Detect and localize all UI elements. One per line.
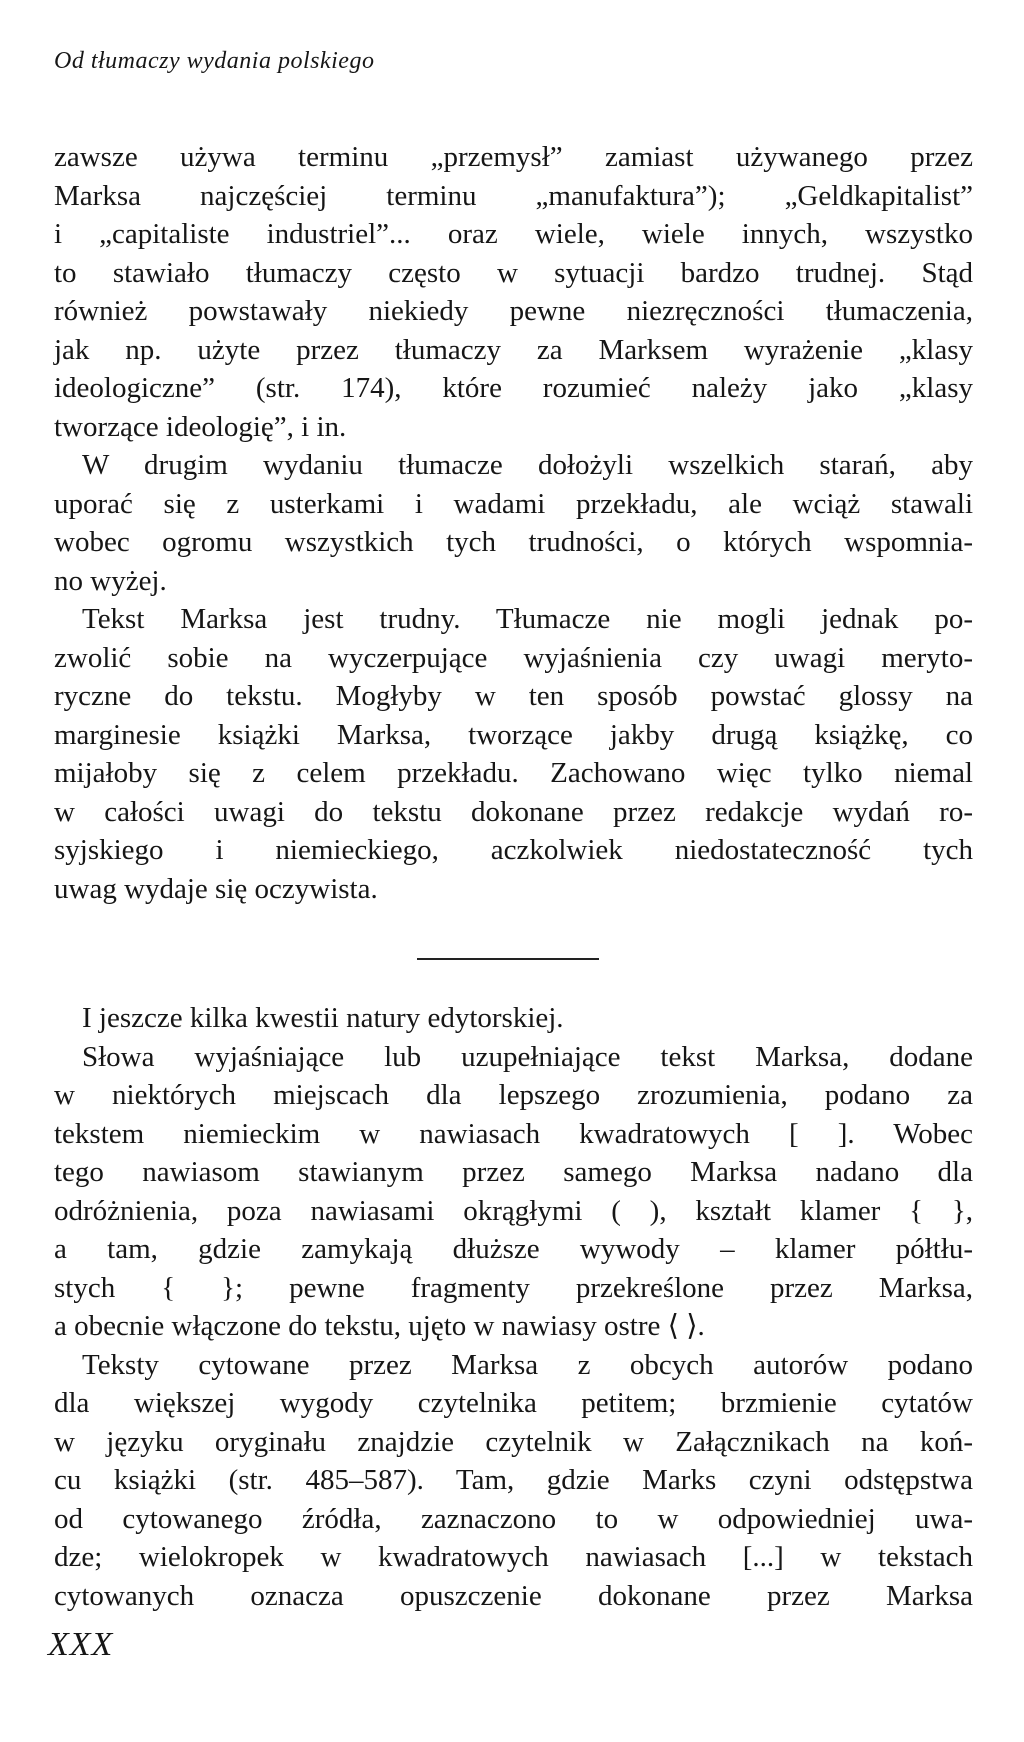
text-line: i „capitaliste industriel”... oraz wiele, wiele innych, wszystko — [54, 218, 973, 250]
text-line: uporać się z usterkami i wadami przekładu, ale wciąż stawali — [54, 487, 973, 520]
text-line: od cytowanego źródła, zaznaczono to w odpowiedniej uwa- — [54, 1502, 973, 1535]
text-line: dla większej wygody czytelnika petitem; brzmienie cytatów — [54, 1387, 973, 1419]
text-line: syjskiego i niemieckiego, aczkolwiek niedostateczność tych — [54, 834, 973, 866]
text-line: ryczne do tekstu. Mogłyby w ten sposób powstać glossy na — [54, 680, 973, 712]
text-line: W drugim wydaniu tłumacze dołożyli wszelkich starań, aby — [82, 449, 973, 481]
text-line: w niektórych miejscach dla lepszego zrozumienia, podano za — [54, 1079, 973, 1111]
text-line: również powstawały niekiedy pewne niezręczności tłumaczenia, — [54, 295, 973, 327]
text-line: I jeszcze kilka kwestii natury edytorskiej. — [82, 1002, 564, 1034]
running-header: Od tłumaczy wydania polskiego — [54, 48, 375, 74]
text-line: uwag wydaje się oczywista. — [54, 872, 378, 905]
text-line: w języku oryginału znajdzie czytelnik w Załącznikach na koń- — [54, 1425, 973, 1458]
text-line: cu książki (str. 485–587). Tam, gdzie Marks czyni odstępstwa — [54, 1464, 973, 1496]
text-line: tworzące ideologię”, i in. — [54, 410, 347, 443]
text-line: Teksty cytowane przez Marksa z obcych autorów podano — [82, 1348, 973, 1381]
text-line: jak np. użyte przez tłumaczy za Marksem wyrażenie „klasy — [54, 333, 973, 366]
text-line: Tekst Marksa jest trudny. Tłumacze nie mogli jednak po- — [82, 603, 973, 635]
text-line: tekstem niemieckim w nawiasach kwadratowych [ ]. Wobec — [54, 1117, 973, 1150]
text-line: Marksa najczęściej terminu „manufaktura”); „Geldkapitalist” — [54, 179, 973, 212]
text-block-lower — [54, 999, 973, 1615]
text-line: mijałoby się z celem przekładu. Zachowano więc tylko niemal — [54, 757, 973, 789]
text-line: a obecnie włączone do tekstu, ujęto w nawiasy ostre ⟨ ⟩. — [54, 1310, 705, 1342]
text-line: ideologiczne” (str. 174), które rozumieć należy jako „klasy — [54, 372, 973, 404]
text-line: stych { }; pewne fragmenty przekreślone przez Marksa, — [54, 1271, 973, 1304]
section-divider — [417, 958, 599, 960]
text-line: odróżnienia, poza nawiasami okrągłymi ( ), kształt klamer { }, — [54, 1194, 973, 1227]
text-line: cytowanych oznacza opuszczenie dokonane przez Marksa — [54, 1579, 973, 1612]
text-line: zawsze używa terminu „przemysł” zamiast używanego przez — [54, 141, 973, 173]
text-line: w całości uwagi do tekstu dokonane przez redakcje wydań ro- — [54, 795, 973, 828]
page-number: XXX — [48, 1626, 114, 1663]
text-line: tego nawiasom stawianym przez samego Marksa nadano dla — [54, 1156, 973, 1188]
text-line: zwolić sobie na wyczerpujące wyjaśnienia czy uwagi meryto- — [54, 641, 973, 674]
text-line: wobec ogromu wszystkich tych trudności, o których wspomnia- — [54, 526, 973, 558]
text-line: a tam, gdzie zamykają dłuższe wywody – klamer półtłu- — [54, 1233, 973, 1265]
text-line: no wyżej. — [54, 564, 167, 597]
text-line: to stawiało tłumaczy często w sytuacji bardzo trudnej. Stąd — [54, 256, 973, 289]
text-line: marginesie książki Marksa, tworzące jakby drugą książkę, co — [54, 718, 973, 751]
text-block-upper — [54, 138, 973, 908]
text-line: Słowa wyjaśniające lub uzupełniające tekst Marksa, dodane — [82, 1040, 973, 1073]
text-line: dze; wielokropek w kwadratowych nawiasach [...] w tekstach — [54, 1541, 973, 1573]
